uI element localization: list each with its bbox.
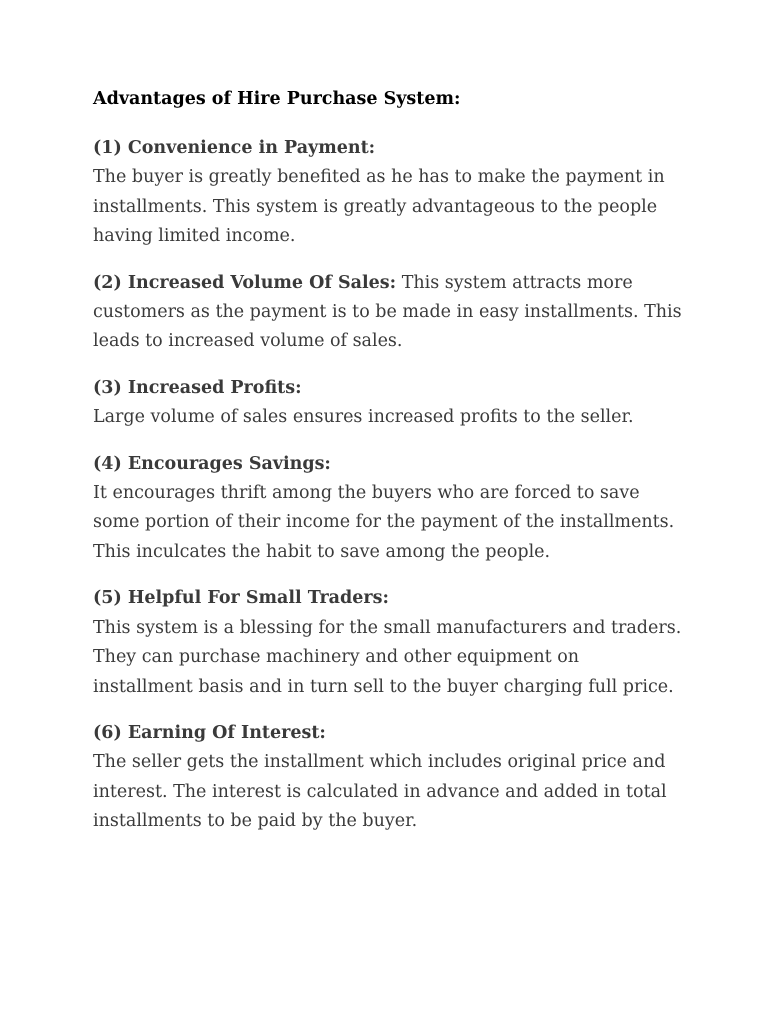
section-encourages-savings bbox=[93, 450, 683, 568]
section-heading: (6) Earning Of Interest: bbox=[93, 722, 326, 743]
section-body: The buyer is greatly benefited as he has to make the payment in installments. This system is greatly advantageous to the people having limited income. bbox=[93, 167, 665, 247]
section-body: The seller gets the installment which includes original price and interest. The interest is calculated in advance and added in total installments to be paid by the buyer. bbox=[93, 752, 667, 832]
section-heading: (2) Increased Volume Of Sales: bbox=[93, 272, 397, 293]
section-convenience-in-payment bbox=[93, 134, 683, 252]
section-body: It encourages thrift among the buyers who are forced to save some portion of their income for the payment of the installments. This inculcates the habit to save among the people. bbox=[93, 483, 675, 562]
section-body: Large volume of sales ensures increased profits to the seller. bbox=[93, 407, 634, 428]
section-heading: (4) Encourages Savings: bbox=[93, 453, 331, 474]
section-heading: (1) Convenience in Payment: bbox=[93, 138, 376, 158]
section-paragraph bbox=[93, 269, 683, 357]
section-heading: (3) Increased Profits: bbox=[93, 377, 302, 398]
section-heading: (5) Helpful For Small Traders: bbox=[93, 588, 389, 609]
document-title: Advantages of Hire Purchase System: bbox=[93, 89, 461, 109]
section-body: This system is a blessing for the small manufacturers and traders. They can purchase machinery and other equipment on installment basis and in turn sell to the buyer charging full price. bbox=[93, 617, 682, 697]
section-earning-of-interest bbox=[93, 719, 683, 837]
section-helpful-for-small-traders bbox=[93, 584, 683, 702]
section-body: This system attracts more customers as the payment is to be made in easy installments. This leads to increased volume of sales. bbox=[93, 272, 682, 352]
section-increased-profits bbox=[93, 374, 683, 433]
section-increased-volume-of-sales bbox=[93, 269, 683, 357]
document-page bbox=[93, 86, 683, 854]
